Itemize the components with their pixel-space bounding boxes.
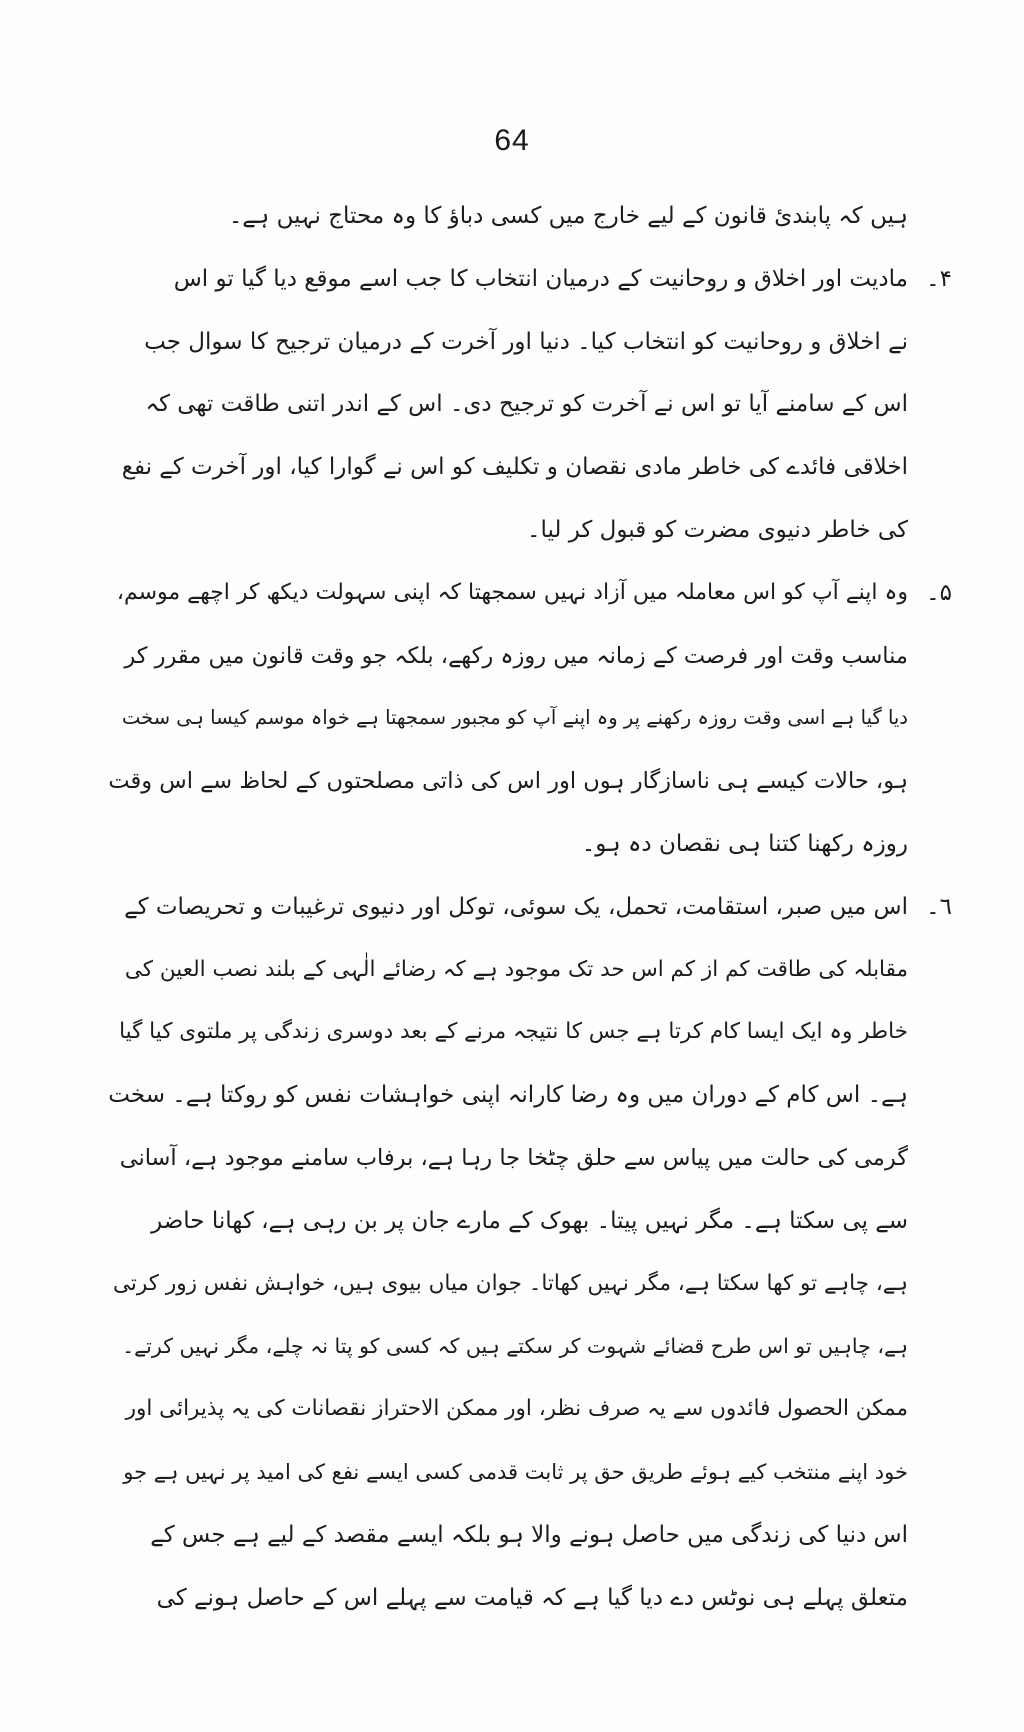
text-line: مقابلہ کی طاقت کم از کم اس حد تک موجود ہے کہ رضائے الٰہی کے بلند نصب العین کی	[124, 956, 908, 982]
text-line: دیا گیا ہے اسی وقت روزہ رکھنے پر وہ اپنے آپ کو مجبور سمجھتا ہے خواہ موسم کیسا ہی سخت	[121, 706, 908, 730]
list-item-5	[108, 562, 952, 876]
text-line: وہ اپنے آپ کو اس معاملہ میں آزاد نہیں سمجھتا کہ اپنی سہولت دیکھ کر اچھے موسم،	[116, 579, 908, 605]
text-line: ہو، حالات کیسے ہی ناسازگار ہوں اور اس کی ذاتی مصلحتوں کے لحاظ سے اس وقت	[108, 768, 908, 795]
text-line: اخلاقی فائدے کی خاطر مادی نقصان و تکلیف کو اس نے گوارا کیا، اور آخرت کے نفع	[121, 454, 908, 481]
text-line: نے اخلاق و روحانیت کو انتخاب کیا۔ دنیا اور آخرت کے درمیان ترجیح کا سوال جب	[144, 328, 908, 355]
text-line: مادیت اور اخلاق و روحانیت کے درمیان انتخاب کا جب اسے موقع دیا گیا تو اس	[173, 265, 908, 292]
text-line: مناسب وقت اور فرصت کے زمانہ میں روزہ رکھے، بلکہ جو وقت قانون میں مقرر کر	[124, 642, 908, 669]
text-line: کی خاطر دنیوی مضرت کو قبول کر لیا۔	[526, 516, 908, 543]
text-line: روزہ رکھنا کتنا ہی نقصان دہ ہو۔	[581, 830, 908, 857]
text-line: خاطر وہ ایک ایسا کام کرتا ہے جس کا نتیجہ مرنے کے بعد دوسری زندگی پر ملتوی کیا گیا	[119, 1019, 908, 1045]
text-line: ہے، چاہے تو کھا سکتا ہے، مگر نہیں کھاتا۔ جوان میاں بیوی ہیں، خواہش نفس زور کرتی	[113, 1270, 908, 1296]
text-line: اس کے سامنے آیا تو اس نے آخرت کو ترجیح دی۔ اس کے اندر اتنی طاقت تھی کہ	[145, 391, 908, 418]
text-line: خود اپنے منتخب کیے ہوئے طریق حق پر ثابت قدمی کسی ایسے نفع کی امید پر نہیں ہے جو	[123, 1459, 908, 1484]
text-line: سے پی سکتا ہے۔ مگر نہیں پیتا۔ بھوک کے مارے جان پر بن رہی ہے، کھانا حاضر	[151, 1207, 908, 1234]
list-item-4	[108, 248, 952, 562]
text-line: ہے، چاہیں تو اس طرح قضائے شہوت کر سکتے ہیں کہ کسی کو پتا نہ چلے، مگر نہیں کرتے۔	[122, 1334, 908, 1359]
text-line: اس دنیا کی زندگی میں حاصل ہونے والا ہو بلکہ ایسے مقصد کے لیے ہے جس کے	[150, 1521, 908, 1548]
text-line: اس میں صبر، استقامت، تحمل، یک سوئی، توکل اور دنیوی ترغیبات و تحریصات کے	[124, 893, 908, 920]
item-number: ۵۔	[926, 579, 952, 606]
item-number: ۴۔	[926, 265, 952, 292]
page-number: 64	[494, 124, 530, 157]
text-line: متعلق پہلے ہی نوٹس دے دیا گیا ہے کہ قیامت سے پہلے اس کے حاصل ہونے کی	[156, 1584, 908, 1611]
text-line: ہے۔ اس کام کے دوران میں وہ رضا کارانہ اپنی خواہشات نفس کو روکتا ہے۔ سخت	[108, 1082, 908, 1109]
text-line: گرمی کی حالت میں پیاس سے حلق چٹخا جا رہا ہے، برفاب سامنے موجود ہے، آسانی	[119, 1144, 908, 1171]
intro-line: ہیں کہ پابندئ قانون کے لیے خارج میں کسی دباؤ کا وہ محتاج نہیں ہے۔	[228, 203, 908, 229]
text-line: ممکن الحصول فائدوں سے یہ صرف نظر، اور ممکن الاحتراز نقصانات کی یہ پذیرائی اور	[125, 1396, 908, 1422]
list-item-6	[108, 876, 952, 1630]
body-text	[108, 185, 952, 1629]
item-number: ٦۔	[926, 893, 952, 920]
